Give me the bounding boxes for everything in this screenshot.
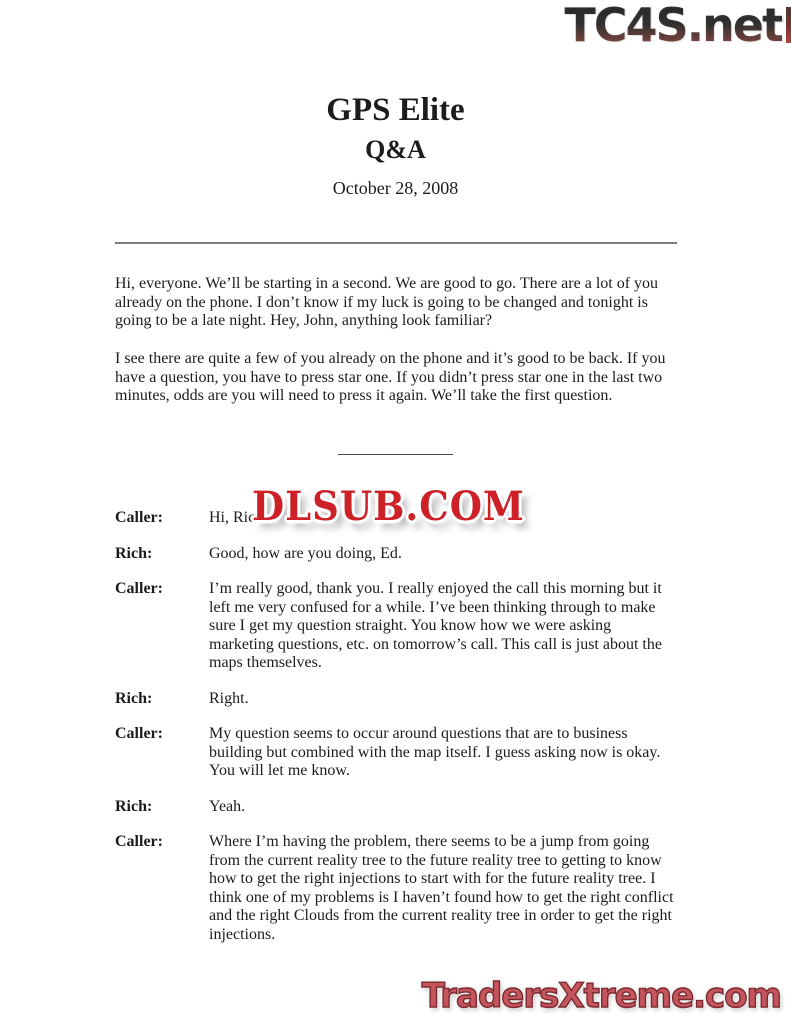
dialogue-entry (115, 833, 679, 944)
dialogue-entry (115, 545, 679, 564)
speaker-label: Caller: (115, 725, 163, 742)
dialogue-transcript (115, 509, 679, 961)
dialogue-entry (115, 580, 679, 673)
document-date: October 28, 2008 (332, 178, 459, 198)
speaker-text: Hi, Rich (209, 509, 264, 526)
speaker-text: Yeah. (209, 797, 246, 815)
page-subtitle: Q&A (365, 135, 426, 164)
intro-paragraph: Hi, everyone. We’ll be starting in a second. We are good to go. There are a lot of you already on the phone. I don’t know if my luck is going to be changed and tonight is going to be a late night. Hey, John, anything look familiar? (115, 275, 659, 329)
dlsub-watermark: DLSUB.COM (252, 482, 525, 530)
speaker-label: Rich: (115, 797, 153, 815)
speaker-label: Caller: (115, 833, 163, 850)
dialogue-entry (115, 725, 679, 781)
dialogue-entry (115, 798, 679, 817)
section-divider (338, 454, 453, 455)
page-title: GPS Elite (326, 92, 465, 128)
dialogue-entry (115, 690, 679, 709)
speaker-label: Rich: (115, 689, 153, 707)
speaker-text: My question seems to occur around questions that are to business building but combined with the map itself. I guess asking now is okay. You will let me know. (209, 725, 661, 779)
header-divider (115, 242, 677, 244)
clipped-logo-edge-mark (786, 7, 791, 43)
speaker-label: Caller: (115, 509, 163, 526)
speaker-label: Caller: (115, 580, 163, 597)
speaker-text: I’m really good, thank you. I really enjoyed the call this morning but it left me very confused for a while. I’ve been thinking through to make sure I get my question straight. You know how we were asking marketing questions, etc. on tomorrow’s call. This call is just about the maps themselves. (209, 580, 662, 671)
speaker-text: Right. (209, 689, 249, 707)
tc4s-logo: TC4S.net (564, 0, 782, 52)
speaker-text: Good, how are you doing, Ed. (209, 544, 402, 562)
speaker-label: Rich: (115, 544, 153, 562)
tradersxtreme-logo: TradersXtreme.com (421, 976, 781, 1016)
intro-paragraph: I see there are quite a few of you already on the phone and it’s good to be back. If you have a question, you have to press star one. If you didn’t press star one in the last two minutes, odds are you will need to press it again. We’ll take the first question. (115, 350, 666, 404)
speaker-text: Where I’m having the problem, there seems to be a jump from going from the current reality tree to the future reality tree to getting to know how to get the right injections to start with for the future reality tree. I think one of my problems is I haven’t found how to get the right conflict and the right Clouds from the current reality tree in order to get the right injections. (209, 833, 674, 943)
